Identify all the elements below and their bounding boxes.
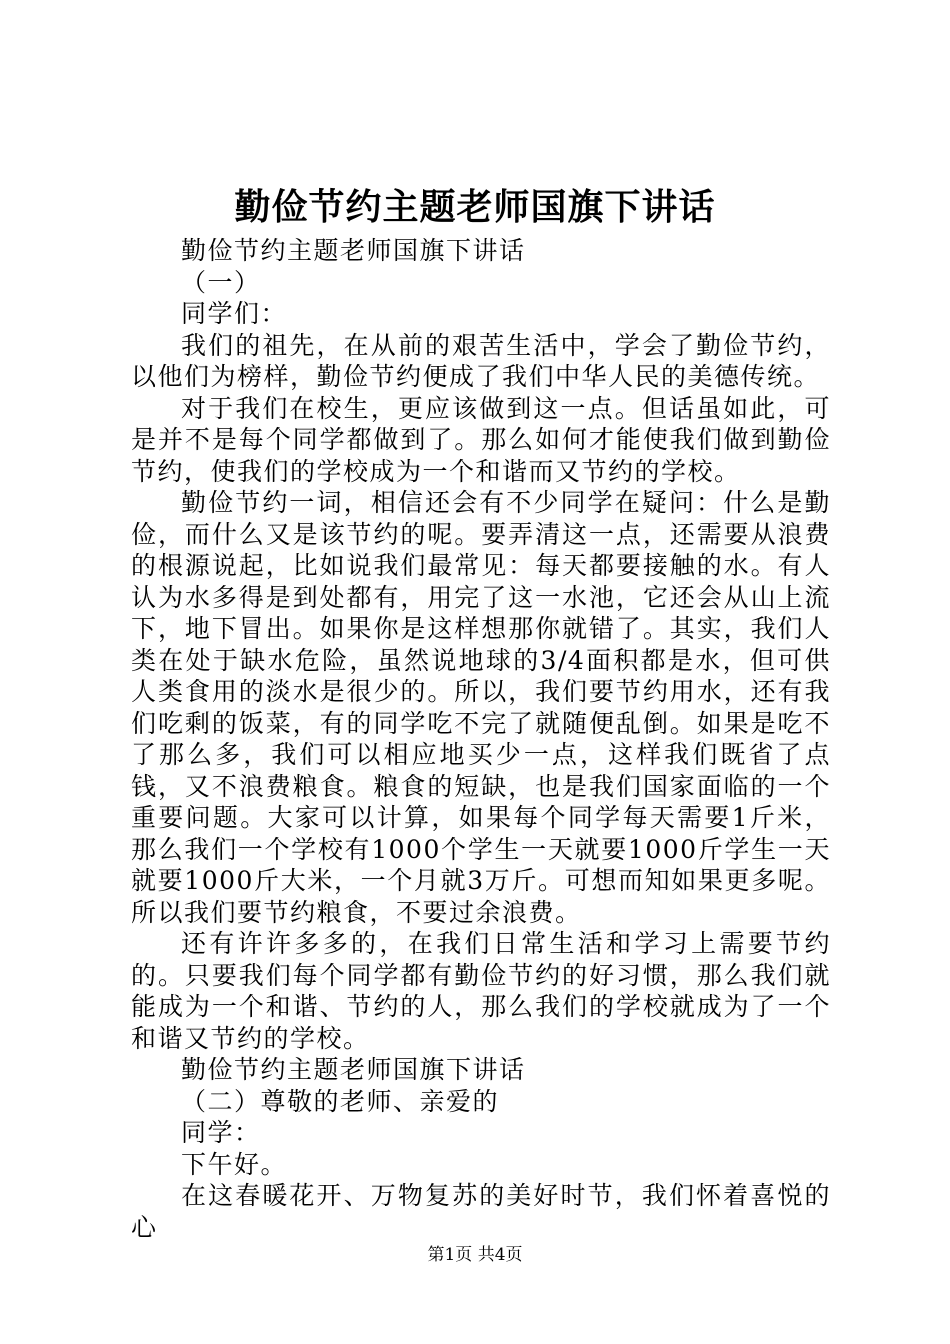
paragraph: 同学： [181, 1118, 261, 1147]
page-footer: 第1页 共4页 [427, 1245, 523, 1265]
document-body [131, 235, 831, 1243]
paragraph: 在这春暖花开、万物复苏的美好时节，我们怀着喜悦的心 [131, 1181, 831, 1242]
paragraph: 我们的祖先，在从前的艰苦生活中，学会了勤俭节约，以他们为榜样，勤俭节约便成了我们中华人民的美德传统。 [131, 330, 831, 391]
document-title: 勤俭节约主题老师国旗下讲话 [234, 186, 716, 228]
paragraph: 还有许许多多的，在我们日常生活和学习上需要节约的。只要我们每个同学都有勤俭节约的好习惯，那么我们就能成为一个和谐、节约的人，那么我们的学校就成为了一个和谐又节约的学校。 [131, 929, 831, 1053]
paragraph: 同学们： [181, 299, 288, 328]
paragraph: 对于我们在校生，更应该做到这一点。但话虽如此，可是并不是每个同学都做到了。那么如何才能使我们做到勤俭节约，使我们的学校成为一个和谐而又节约的学校。 [131, 393, 831, 486]
paragraph: 勤俭节约主题老师国旗下讲话 [181, 236, 526, 265]
paragraph: 勤俭节约一词，相信还会有不少同学在疑问：什么是勤俭，而什么又是该节约的呢。要弄清这一点，还需要从浪费的根源说起，比如说我们最常见：每天都要接触的水。有人认为水多得是到处都有，用完了这一水池，它还会从山上流下，地下冒出。如果你是这样想那你就错了。其实，我们人类在处于缺水危险，虽然说地球的3/4面积都是水，但可供人类食用的淡水是很少的。所以，我们要节约用水，还有我们吃剩的饭菜，有的同学吃不完了就随便乱倒。如果是吃不了那么多，我们可以相应地买少一点，这样我们既省了点钱，又不浪费粮食。粮食的短缺，也是我们国家面临的一个重要问题。大家可以计算，如果每个同学每天需要1斤米，那么我们一个学校有1000个学生一天就要1000斤学生一天就要1000斤大米，一个月就3万斤。可想而知如果更多呢。所以我们要节约粮食，不要过余浪费。 [131, 488, 831, 927]
paragraph: 下午好。 [181, 1149, 288, 1179]
paragraph: （二）尊敬的老师、亲爱的 [181, 1086, 500, 1116]
paragraph: （一） [181, 267, 261, 297]
paragraph: 勤俭节约主题老师国旗下讲话 [181, 1055, 526, 1084]
